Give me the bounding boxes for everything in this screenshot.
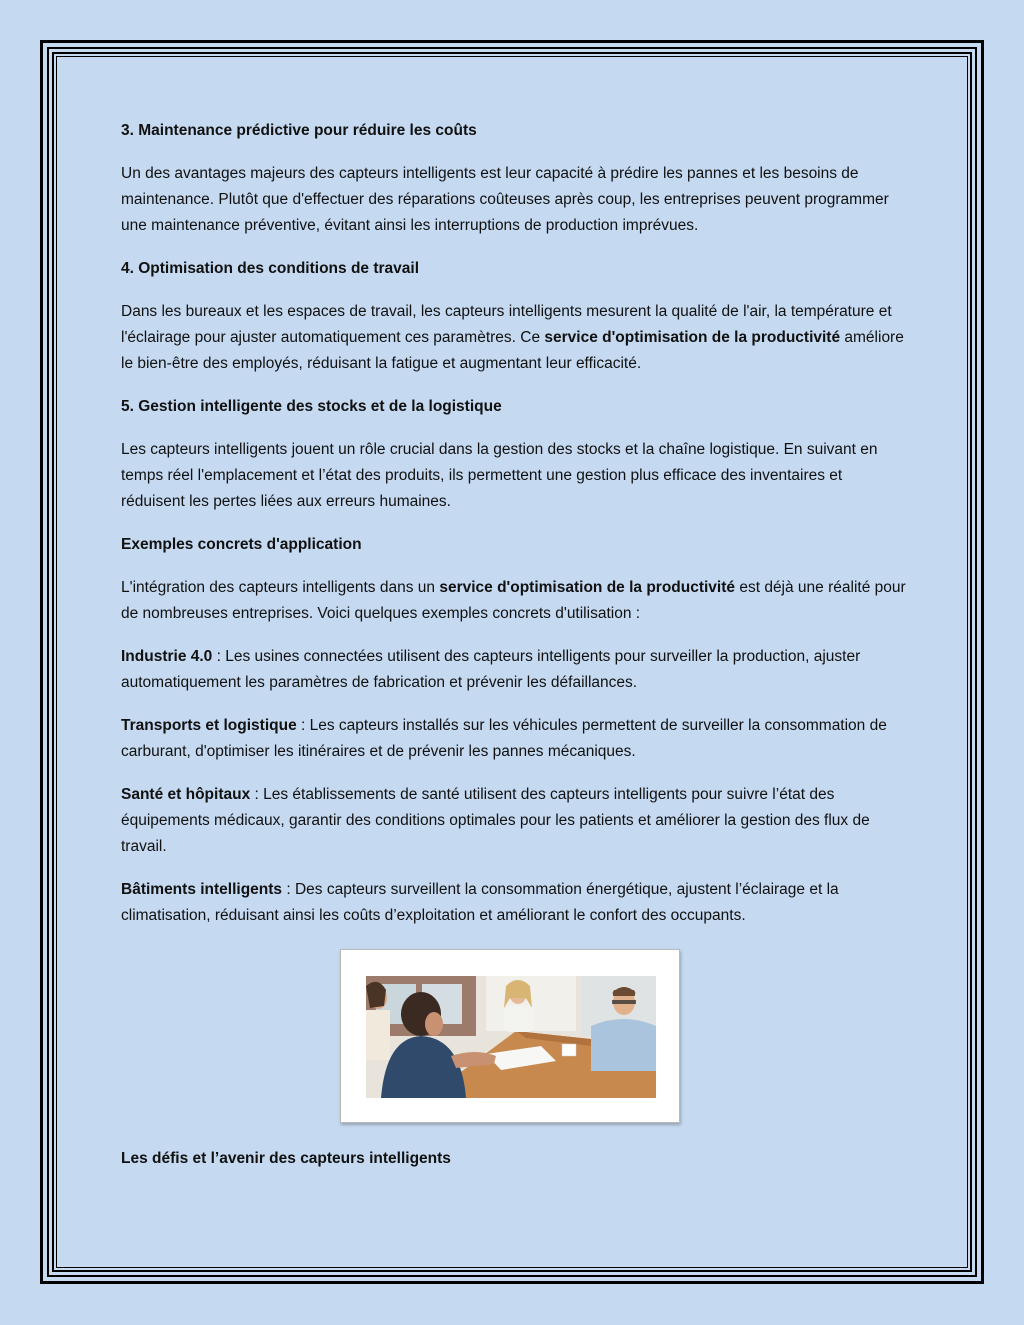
- example-item-transports: [121, 713, 906, 765]
- example-item-label: Industrie 4.0: [121, 648, 213, 665]
- examples-heading: Exemples concrets d'application: [121, 536, 362, 553]
- section-4-paragraph: [121, 299, 906, 377]
- example-item-text: : Des capteurs surveillent la consommation énergétique, ajustent l’éclairage et la climatisation, réduisant ainsi les coûts d’exploitation et améliorant le confort des occupants.: [121, 881, 839, 924]
- examples-intro-keyword: service d'optimisation de la productivité: [439, 579, 736, 596]
- example-item-sante: [121, 782, 906, 860]
- example-item-label: Transports et logistique: [121, 717, 297, 734]
- examples-intro-after: est déjà une réalité pour de nombreuses entreprises. Voici quelques exemples concrets d'utilisation :: [121, 579, 906, 622]
- section-5-paragraph: Les capteurs intelligents jouent un rôle crucial dans la gestion des stocks et la chaîne logistique. En suivant en temps réel l'emplacement et l’état des produits, ils permettent une gestion plus efficace des inventaires et réduisent les pertes liées aux erreurs humaines.: [121, 441, 878, 510]
- section-4-keyword: service d'optimisation de la productivité: [544, 329, 841, 346]
- example-item-industrie: [121, 644, 906, 696]
- section-3-heading: 3. Maintenance prédictive pour réduire les coûts: [121, 122, 477, 139]
- final-section-heading: Les défis et l’avenir des capteurs intelligents: [121, 1150, 451, 1167]
- meeting-photo-frame: [340, 949, 680, 1123]
- section-3-paragraph: Un des avantages majeurs des capteurs intelligents est leur capacité à prédire les pannes et les besoins de maintenance. Plutôt que d'effectuer des réparations coûteuses après coup, les entreprises peuvent programmer une maintenance préventive, évitant ainsi les interruptions de production imprévues.: [121, 165, 889, 234]
- examples-intro: [121, 575, 906, 627]
- section-4-text-after: améliore le bien-être des employés, réduisant la fatigue et augmentant leur efficacité.: [121, 329, 904, 372]
- meeting-photo: [366, 976, 656, 1098]
- example-item-label: Santé et hôpitaux: [121, 786, 251, 803]
- example-item-label: Bâtiments intelligents: [121, 881, 283, 898]
- example-item-text: : Les établissements de santé utilisent des capteurs intelligents pour suivre l’état des équipements médicaux, garantir des conditions optimales pour les patients et améliorer la gestion des flux de travail.: [121, 786, 870, 855]
- examples-intro-before: L'intégration des capteurs intelligents dans un: [121, 579, 440, 596]
- example-item-batiments: [121, 877, 906, 929]
- document-body: [121, 118, 906, 946]
- example-item-text: : Les usines connectées utilisent des capteurs intelligents pour surveiller la production, ajuster automatiquement les paramètres de fabrication et prévenir les défaillances.: [121, 648, 861, 691]
- example-item-text: : Les capteurs installés sur les véhicules permettent de surveiller la consommation de carburant, d'optimiser les itinéraires et de prévenir les pannes mécaniques.: [121, 717, 887, 760]
- section-5-heading: 5. Gestion intelligente des stocks et de la logistique: [121, 398, 502, 415]
- section-4-heading: 4. Optimisation des conditions de travail: [121, 260, 420, 277]
- section-4-text-before: Dans les bureaux et les espaces de travail, les capteurs intelligents mesurent la qualité de l'air, la température et l'éclairage pour ajuster automatiquement ces paramètres. Ce: [121, 303, 892, 346]
